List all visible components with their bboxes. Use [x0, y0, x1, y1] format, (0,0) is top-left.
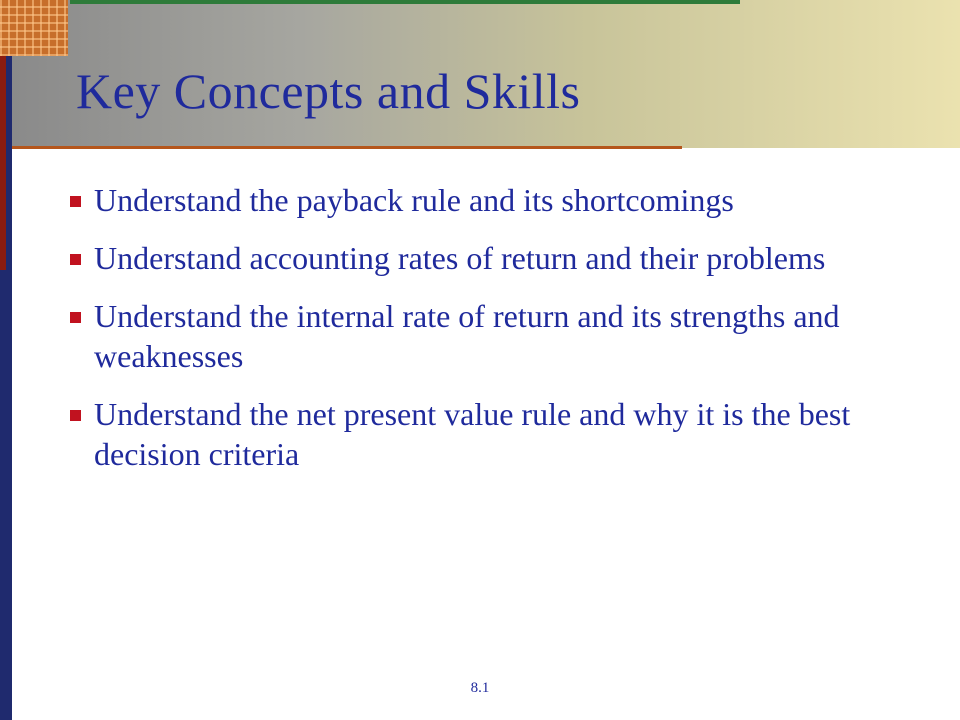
bullet-text: Understand the payback rule and its shortcomings	[94, 182, 734, 218]
bullet-text: Understand the internal rate of return and its strengths and weaknesses	[94, 298, 840, 374]
slide-title: Key Concepts and Skills	[76, 63, 581, 119]
bullet-text: Understand accounting rates of return and their problems	[94, 240, 826, 276]
title-underline	[12, 146, 682, 149]
bullet-item	[70, 238, 930, 278]
bullet-item	[70, 180, 930, 220]
bullet-item	[70, 296, 930, 376]
bullet-square-icon	[70, 254, 81, 265]
top-green-line	[70, 0, 740, 4]
bullet-square-icon	[70, 196, 81, 207]
slide-number: 8.1	[470, 680, 490, 696]
bullet-square-icon	[70, 410, 81, 421]
bullet-text: Understand the net present value rule and why it is the best decision criteria	[94, 396, 851, 472]
bullet-item	[70, 394, 930, 474]
bullet-square-icon	[70, 312, 81, 323]
bullet-list	[70, 180, 930, 492]
corner-grid-decoration	[0, 0, 68, 56]
